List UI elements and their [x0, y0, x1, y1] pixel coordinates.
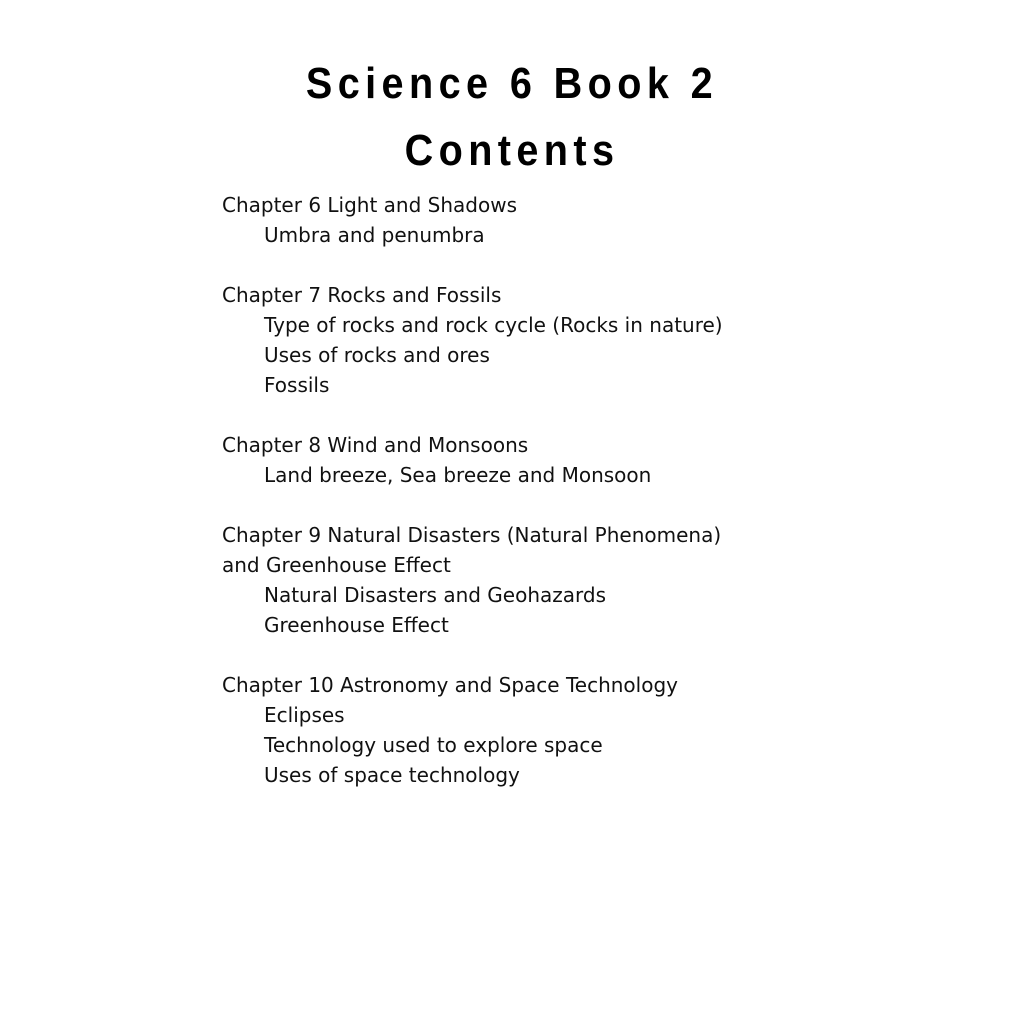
chapter-title: Chapter 10 Astronomy and Space Technology: [222, 673, 678, 697]
topic-item: Land breeze, Sea breeze and Monsoon: [264, 463, 652, 487]
topic-item: Technology used to explore space: [264, 733, 603, 757]
topic-item: Uses of space technology: [264, 763, 520, 787]
chapter-8: [222, 430, 782, 490]
book-title: Science 6 Book 2: [305, 59, 719, 108]
chapter-6: [222, 190, 782, 250]
topic-item: Umbra and penumbra: [264, 223, 485, 247]
chapter-title: Chapter 9 Natural Disasters (Natural Phenomena) and Greenhouse Effect: [222, 523, 722, 577]
contents-heading: Contents: [404, 126, 620, 175]
chapter-10: [222, 670, 782, 790]
chapter-title: Chapter 8 Wind and Monsoons: [222, 433, 529, 457]
chapter-7: [222, 280, 782, 400]
chapter-title: Chapter 6 Light and Shadows: [222, 193, 517, 217]
chapter-title: Chapter 7 Rocks and Fossils: [222, 283, 502, 307]
topic-item: Fossils: [264, 373, 330, 397]
topic-item: Greenhouse Effect: [264, 613, 449, 637]
chapter-9: [222, 520, 782, 640]
table-of-contents: [222, 190, 782, 820]
topic-item: Type of rocks and rock cycle (Rocks in nature): [264, 313, 723, 337]
topic-item: Natural Disasters and Geohazards: [264, 583, 607, 607]
topic-item: Eclipses: [264, 703, 345, 727]
topic-item: Uses of rocks and ores: [264, 343, 490, 367]
